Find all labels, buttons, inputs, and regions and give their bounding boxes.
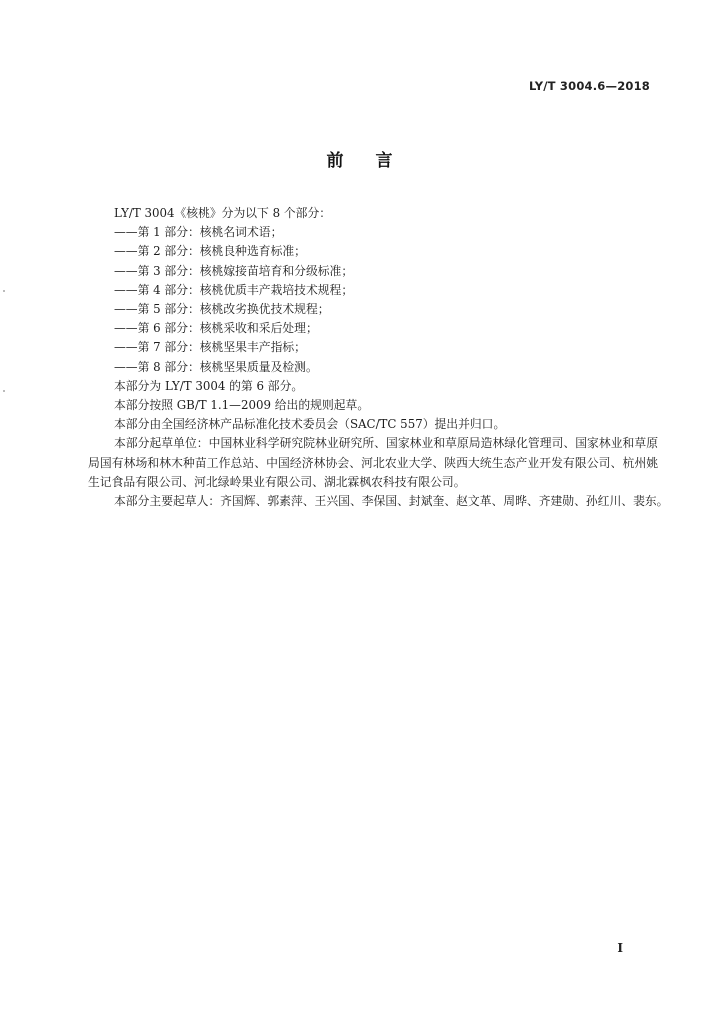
- intro-paragraph: LY/T 3004《核桃》分为以下 8 个部分：: [114, 206, 332, 220]
- drafting-units-paragraph: 本部分起草单位：中国林业科学研究院林业研究所、国家林业和草原局造林绿化管理司、国家林业和草原局国有林场和林木种苗工作总站、中国经济林协会、河北农业大学、陕西大统生态产业开发有限公司、杭州姚生记食品有限公司、河北绿岭果业有限公司、湖北霖枫农科技有限公司。: [88, 436, 658, 489]
- part-list-item: ——第 3 部分：核桃嫁接苗培育和分级标准；: [114, 263, 354, 278]
- page-title: 前言: [326, 151, 425, 171]
- drafters-paragraph: 本部分主要起草人：齐国辉、郭素萍、王兴国、李保国、封斌奎、赵文革、周晔、齐建勋、孙红川、裴东。: [114, 494, 669, 509]
- foreword-body: [88, 204, 669, 511]
- part-list-item: ——第 1 部分：核桃名词术语；: [114, 225, 283, 240]
- scan-speck: [3, 290, 5, 292]
- part-list-item: ——第 4 部分：核桃优质丰产栽培技术规程；: [114, 282, 354, 297]
- part-list-item: ——第 5 部分：核桃改劣换优技术规程；: [114, 302, 330, 317]
- proposer-statement: 本部分由全国经济林产品标准化技术委员会（SAC/TC 557）提出并归口。: [114, 417, 506, 432]
- part-list-item: ——第 7 部分：核桃坚果丰产指标；: [114, 340, 306, 355]
- drafting-rules-statement: 本部分按照 GB/T 1.1—2009 给出的规则起草。: [114, 398, 370, 413]
- standard-code: LY/T 3004.6—2018: [529, 79, 650, 93]
- page-number: I: [617, 941, 623, 955]
- part-list-item: ——第 6 部分：核桃采收和采后处理；: [114, 321, 318, 336]
- scan-speck: [3, 390, 5, 392]
- part-list-item: ——第 8 部分：核桃坚果质量及检测。: [114, 359, 318, 374]
- part-list-item: ——第 2 部分：核桃良种选育标准；: [114, 244, 306, 259]
- part-statement: 本部分为 LY/T 3004 的第 6 部分。: [114, 378, 304, 393]
